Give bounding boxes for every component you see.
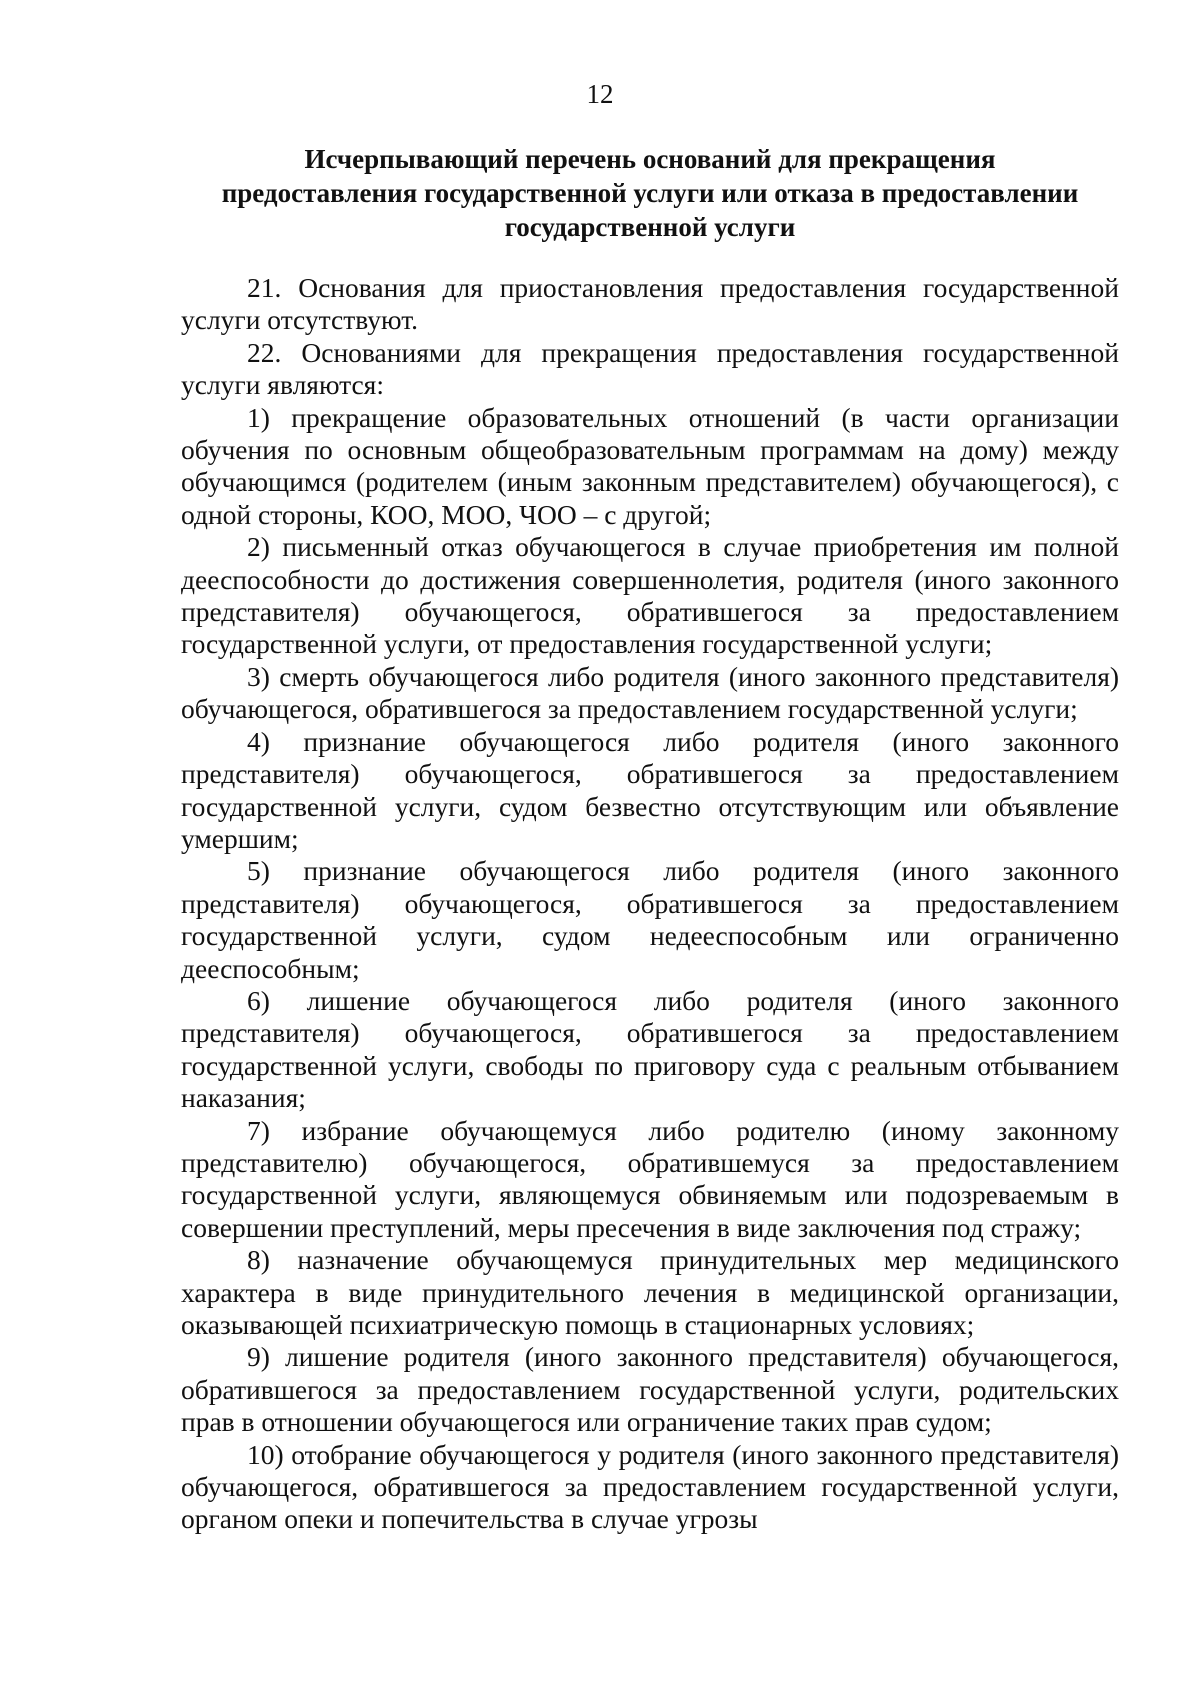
document-body [181,272,1119,1536]
section-heading [180,142,1120,244]
paragraph-22: 22. Основаниями для прекращения предоставления государственной услуги являются: [181,336,1119,401]
paragraph-21: 21. Основания для приостановления предоставления государственной услуги отсутствуют. [181,272,1119,336]
heading-line: Исчерпывающий перечень оснований для прекращения [304,144,996,174]
list-item-4: 4) признание обучающегося либо родителя (иного законного представителя) обучающегося, обратившегося за предоставлением государственной услуги, судом безвестно отсутствующим или объявление умершим; [181,725,1119,854]
list-item-1: 1) прекращение образовательных отношений (в части организации обучения по основным общеобразовательным программам на дому) между обучающимся (родителем (иным законным представителем) обучающегося), с одной стороны, КОО, МОО, ЧОО – с другой; [181,401,1119,530]
list-item-3: 3) смерть обучающегося либо родителя (иного законного представителя) обучающегося, обратившегося за предоставлением государственной услуги; [181,660,1119,725]
list-item-6: 6) лишение обучающегося либо родителя (иного законного представителя) обучающегося, обратившегося за предоставлением государственной услуги, свободы по приговору суда с реальным отбыванием наказания; [181,984,1119,1114]
list-item-8: 8) назначение обучающемуся принудительных мер медицинского характера в виде принудительного лечения в медицинской организации, оказывающей психиатрическую помощь в стационарных условиях; [181,1244,1119,1340]
heading-line: государственной услуги [504,212,796,242]
list-item-10: 10) отобрание обучающегося у родителя (иного законного представителя) обучающегося, обратившегося за предоставлением государственной услуги, органом опеки и попечительства в случае угрозы [181,1438,1119,1535]
list-item-9: 9) лишение родителя (иного законного представителя) обучающегося, обратившегося за предоставлением государственной услуги, родительских прав в отношении обучающегося или ограничение таких прав судом; [181,1341,1119,1438]
list-item-5: 5) признание обучающегося либо родителя (иного законного представителя) обучающегося, обратившегося за предоставлением государственной услуги, судом недееспособным или ограниченно дееспособным; [181,855,1119,984]
heading-line: предоставления государственной услуги или отказа в предоставлении [221,178,1079,208]
page-number: 12 [586,79,614,109]
list-item-2: 2) письменный отказ обучающегося в случае приобретения им полной дееспособности до достижения совершеннолетия, родителя (иного законного представителя) обучающегося, обратившегося за предоставлением государственной услуги, от предоставления государственной услуги; [181,531,1119,660]
list-item-7: 7) избрание обучающемуся либо родителю (иному законному представителю) обучающегося, обратившемуся за предоставлением государственной услуги, являющемуся обвиняемым или подозреваемым в совершении преступлений, меры пресечения в виде заключения под стражу; [181,1114,1119,1243]
